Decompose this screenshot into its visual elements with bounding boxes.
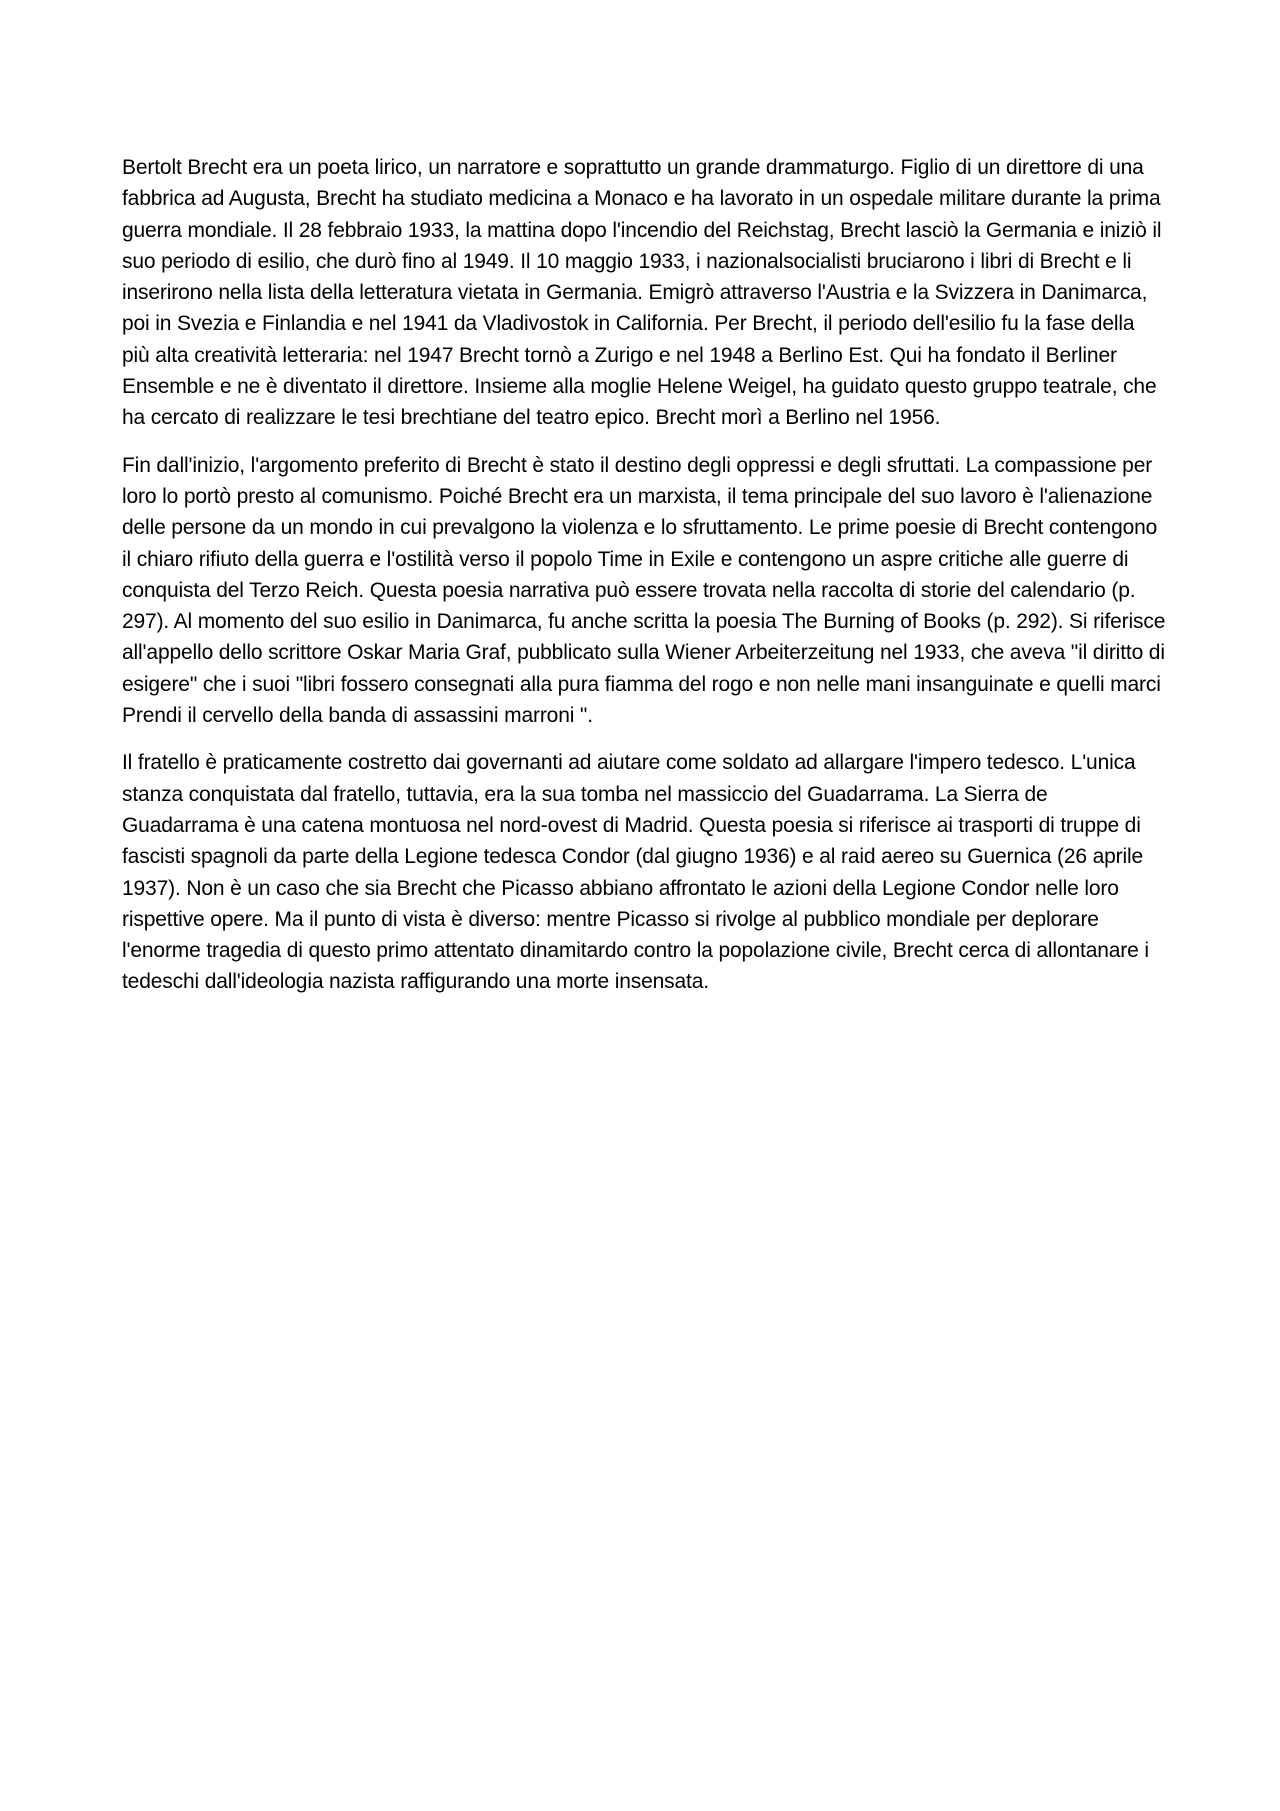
paragraph-3: Il fratello è praticamente costretto dai governanti ad aiutare come soldato ad allargare l'impero tedesco. L'unica stanza conquistata dal fratello, tuttavia, era la sua tomba nel massiccio del Guadarrama. La Sierra de Guadarrama è una catena montuosa nel nord-ovest di Madrid. Questa poesia si riferisce ai trasporti di truppe di fascisti spagnoli da parte della Legione tedesca Condor (dal giugno 1936) e al raid aereo su Guernica (26 aprile 1937). Non è un caso che sia Brecht che Picasso abbiano affrontato le azioni della Legione Condor nelle loro rispettive opere. Ma il punto di vista è diverso: mentre Picasso si rivolge al pubblico mondiale per deplorare l'enorme tragedia di questo primo attentato dinamitardo contro la popolazione civile, Brecht cerca di allontanare i tedeschi dall'ideologia nazista raffigurando una morte insensata. bbox=[122, 751, 1149, 994]
paragraph-2: Fin dall'inizio, l'argomento preferito di Brecht è stato il destino degli oppressi e degli sfruttati. La compassione per loro lo portò presto al comunismo. Poiché Brecht era un marxista, il tema principale del suo lavoro è l'alienazione delle persone da un mondo in cui prevalgono la violenza e lo sfruttamento. Le prime poesie di Brecht contengono il chiaro rifiuto della guerra e l'ostilità verso il popolo Time in Exile e contengono un aspre critiche alle guerre di conquista del Terzo Reich. Questa poesia narrativa può essere trovata nella raccolta di storie del calendario (p. 297). Al momento del suo esilio in Danimarca, fu anche scritta la poesia The Burning of Books (p. 292). Si riferisce all'appello dello scrittore Oskar Maria Graf, pubblicato sulla Wiener Arbeiterzeitung nel 1933, che aveva "il diritto di esigere" che i suoi "libri fossero consegnati alla pura fiamma del rogo e non nelle mani insanguinate e quelli marci Prendi il cervello della banda di assassini marroni ". bbox=[122, 453, 1166, 728]
paragraph-1: Bertolt Brecht era un poeta lirico, un narratore e soprattutto un grande drammaturgo. Figlio di un direttore di una fabbrica ad Augusta, Brecht ha studiato medicina a Monaco e ha lavorato in un ospedale militare durante la prima guerra mondiale. Il 28 febbraio 1933, la mattina dopo l'incendio del Reichstag, Brecht lasciò la Germania e iniziò il suo periodo di esilio, che durò fino al 1949. Il 10 maggio 1933, i nazionalsocialisti bruciarono i libri di Brecht e li inserirono nella lista della letteratura vietata in Germania. Emigrò attraverso l'Austria e la Svizzera in Danimarca, poi in Svezia e Finlandia e nel 1941 da Vladivostok in California. Per Brecht, il periodo dell'esilio fu la fase della più alta creatività letteraria: nel 1947 Brecht tornò a Zurigo e nel 1948 a Berlino Est. Qui ha fondato il Berliner Ensemble e ne è diventato il direttore. Insieme alla moglie Helene Weigel, ha guidato questo gruppo teatrale, che ha cercato di realizzare le tesi brechtiane del teatro epico. Brecht morì a Berlino nel 1956. bbox=[122, 156, 1162, 430]
document-body bbox=[122, 152, 1167, 1014]
